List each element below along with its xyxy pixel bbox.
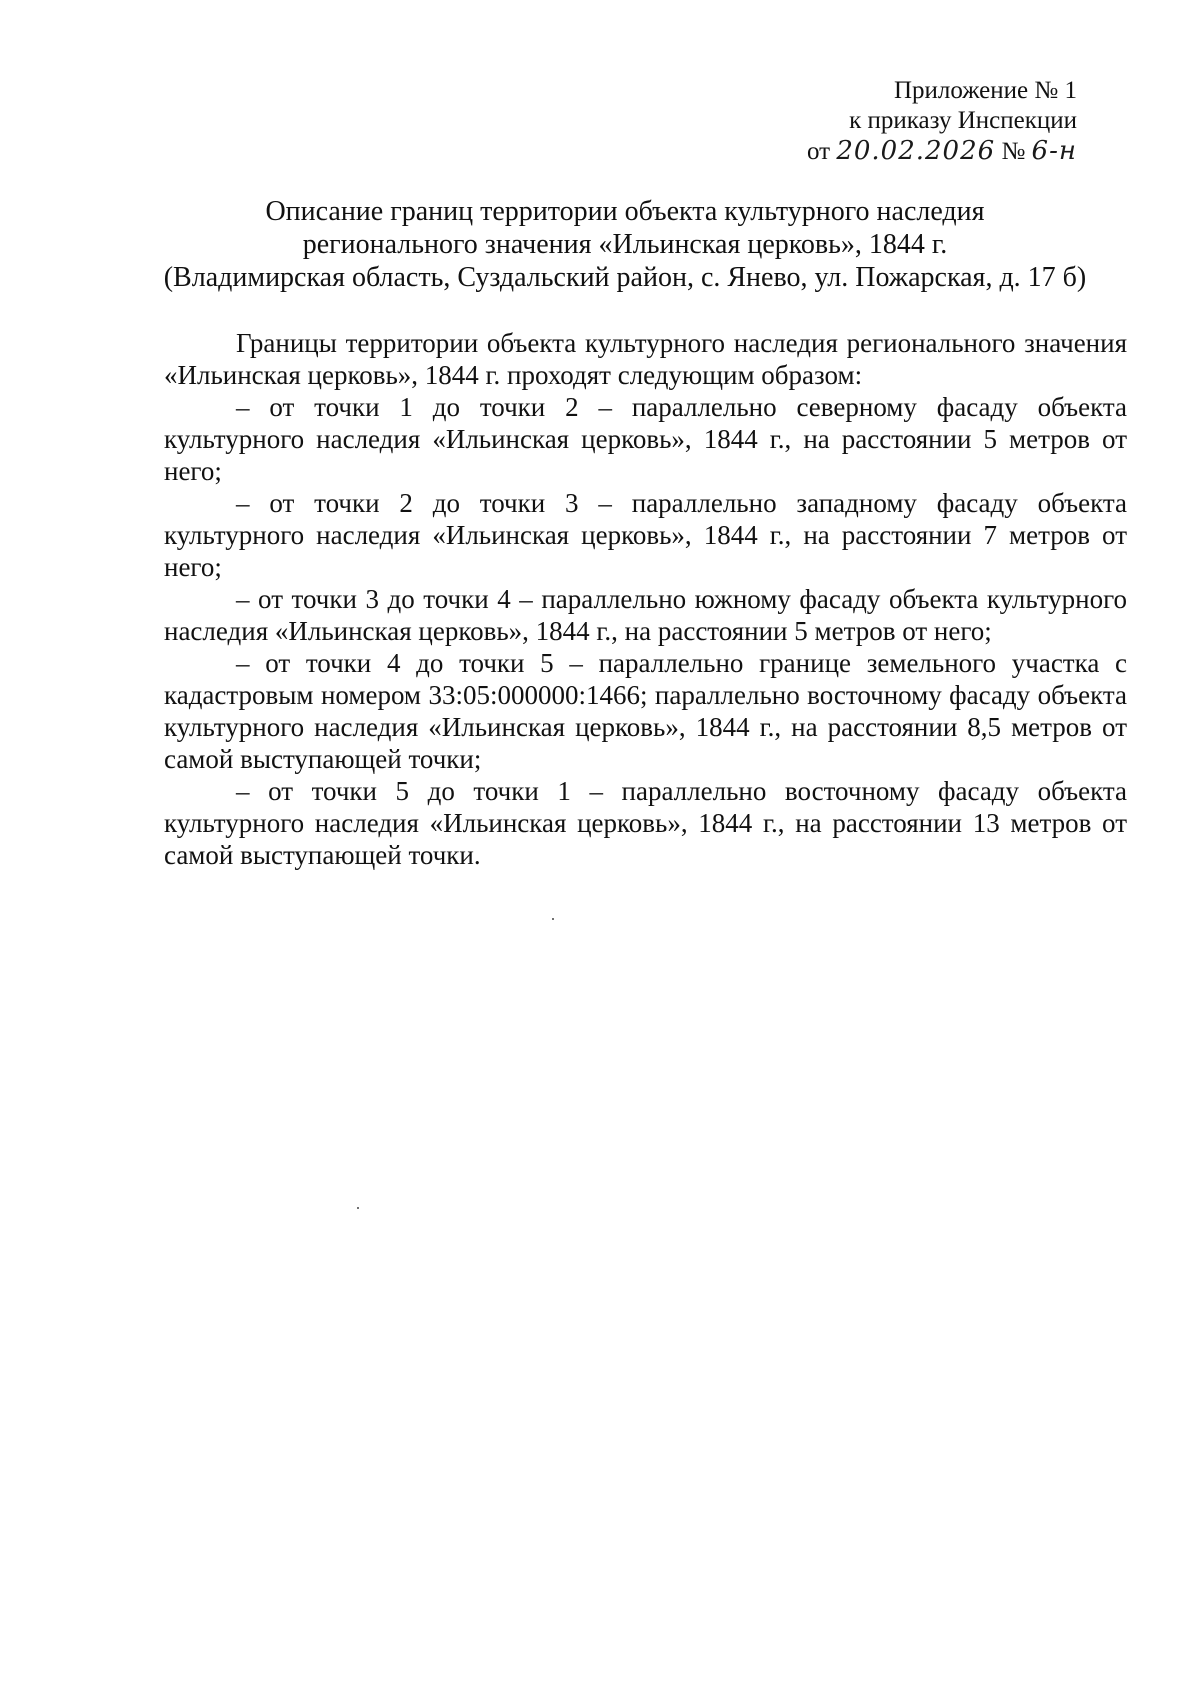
appendix-order-ref: к приказу Инспекции [849,107,1077,134]
appendix-header [807,76,1077,167]
body-paragraph-segment-1-2: – от точки 1 до точки 2 – параллельно северному фасаду объекта культурного наследия «Ильинская церковь», 1844 г., на расстоянии 5 метров от него; [164,392,1127,486]
body-paragraph-segment-5-1: – от точки 5 до точки 1 – параллельно восточному фасаду объекта культурного наследия «Ильинская церковь», 1844 г., на расстоянии 13 метров от самой выступающей точки. [164,776,1127,870]
body-paragraph-segment-3-4: – от точки 3 до точки 4 – параллельно южному фасаду объекта культурного наследия «Ильинская церковь», 1844 г., на расстоянии 5 метров от него; [164,584,1127,646]
title-line-1: Описание границ территории объекта культурного наследия [265,196,985,227]
document-title [150,195,1100,294]
appendix-number: Приложение № 1 [893,77,1077,104]
from-label: от [806,138,831,165]
number-label: № [1001,138,1026,165]
title-line-3: (Владимирская область, Суздальский район, с. Янево, ул. Пожарская, д. 17 б) [163,262,1087,293]
scan-speck [357,1207,359,1209]
scan-speck [552,918,554,920]
handwritten-date: 20.02.2026 [836,136,996,166]
document-body [164,327,1127,871]
body-paragraph-segment-4-5: – от точки 4 до точки 5 – параллельно границе земельного участка с кадастровым номером 33:05:000000:1466; параллельно восточному фасаду объекта культурного наследия «Ильинская церковь», 1844 г., на расстоянии 8,5 метров от самой выступающей точки; [164,648,1127,774]
title-line-2: регионального значения «Ильинская церковь», 1844 г. [302,229,948,260]
body-paragraph-segment-2-3: – от точки 2 до точки 3 – параллельно западному фасаду объекта культурного наследия «Ильинская церковь», 1844 г., на расстоянии 7 метров от него; [164,488,1127,582]
handwritten-number: 6-н [1031,136,1077,166]
body-paragraph-intro: Границы территории объекта культурного наследия регионального значения «Ильинская церковь», 1844 г. проходят следующим образом: [164,328,1127,390]
appendix-date-line [807,136,1077,167]
